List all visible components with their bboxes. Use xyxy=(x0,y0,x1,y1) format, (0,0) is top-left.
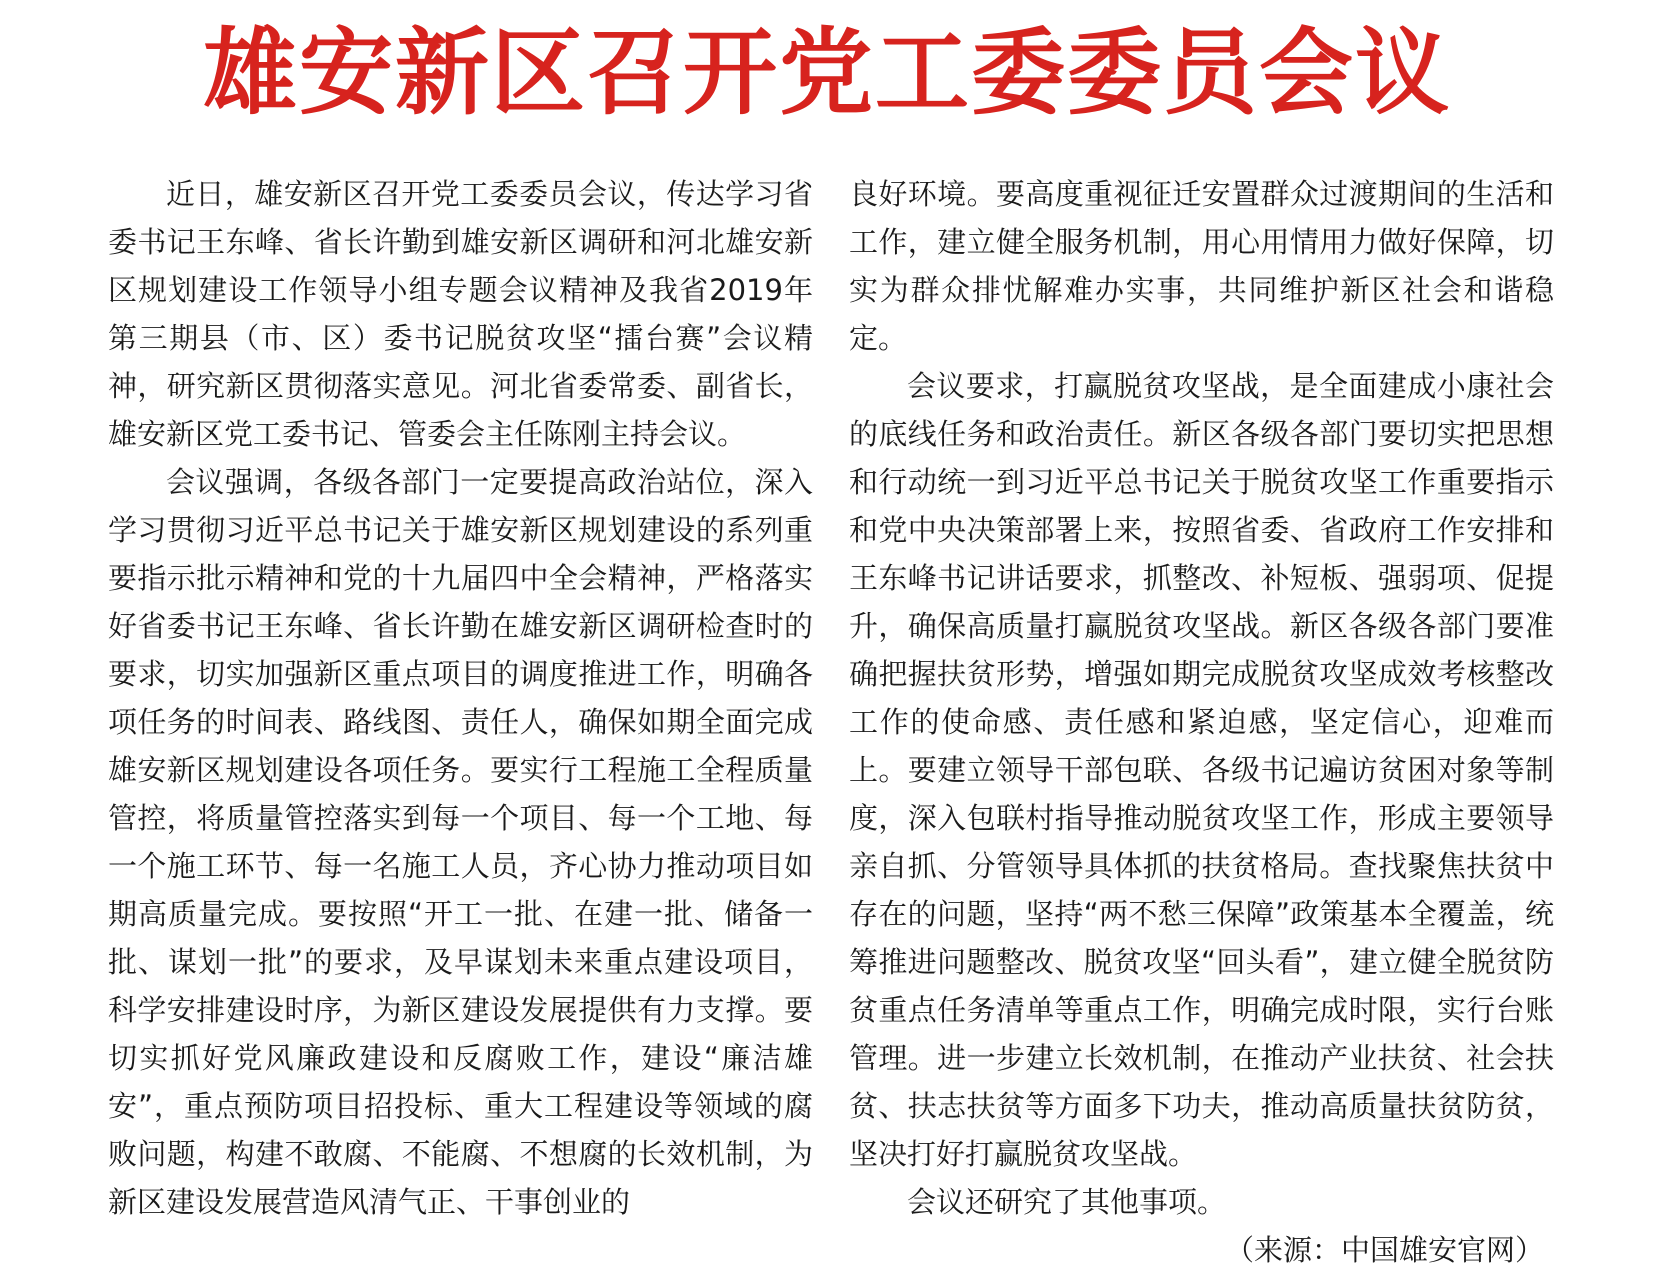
paragraph-poverty-alleviation: 会议要求，打赢脱贫攻坚战，是全面建成小康社会的底线任务和政治责任。新区各级各部门要切实把思想和行动统一到习近平总书记关于脱贫攻坚工作重要指示和党中央决策部署上来，按照省委、省政府工作安排和王东峰书记讲话要求，抓整改、补短板、强弱项、促提升，确保高质量打赢脱贫攻坚战。新区各级各部门要准确把握扶贫形势，增强如期完成脱贫攻坚成效考核整改工作的使命感、责任感和紧迫感，坚定信心，迎难而上。要建立领导干部包联、各级书记遍访贫困对象等制度，深入包联村指导推动脱贫攻坚工作，形成主要领导亲自抓、分管领导具体抓的扶贫格局。查找聚焦扶贫中存在的问题，坚持“两不愁三保障”政策基本全覆盖，统筹推进问题整改、脱贫攻坚“回头看”，建立健全脱贫防贫重点任务清单等重点工作，明确完成时限，实行台账管理。进一步建立长效机制，在推动产业扶贫、社会扶贫、扶志扶贫等方面多下功夫，推动高质量扶贫防贫，坚决打好打赢脱贫攻坚战。 xyxy=(849,369,1554,1171)
article-column-left xyxy=(108,170,813,1226)
paragraph-other-matters: 会议还研究了其他事项。 xyxy=(907,1185,1227,1219)
article-column-right xyxy=(849,170,1554,1274)
article-headline: 雄安新区召开党工委委员会议 xyxy=(202,18,1451,128)
paragraph-meeting-emphasis: 会议强调，各级各部门一定要提高政治站位，深入学习贯彻习近平总书记关于雄安新区规划建设的系列重要指示批示精神和党的十九届四中全会精神，严格落实好省委书记王东峰、省长许勤在雄安新区调研检查时的要求，切实加强新区重点项目的调度推进工作，明确各项任务的时间表、路线图、责任人，确保如期全面完成雄安新区规划建设各项任务。要实行工程施工全程质量管控，将质量管控落实到每一个项目、每一个工地、每一个施工环节、每一名施工人员，齐心协力推动项目如期高质量完成。要按照“开工一批、在建一批、储备一批、谋划一批”的要求，及早谋划未来重点建设项目，科学安排建设时序，为新区建设发展提供有力支撑。要切实抓好党风廉政建设和反腐败工作，建设“廉洁雄安”，重点预防项目招投标、重大工程建设等领域的腐败问题，构建不敢腐、不能腐、不想腐的长效机制，为新区建设发展营造风清气正、干事创业的 xyxy=(108,465,813,1219)
paragraph-intro: 近日，雄安新区召开党工委委员会议，传达学习省委书记王东峰、省长许勤到雄安新区调研和河北雄安新区规划建设工作领导小组专题会议精神及我省2019年第三期县（市、区）委书记脱贫攻坚“擂台赛”会议精神，研究新区贯彻落实意见。河北省委常委、副省长，雄安新区党工委书记、管委会主任陈刚主持会议。 xyxy=(108,177,813,451)
paragraph-meeting-emphasis-continued: 良好环境。要高度重视征迁安置群众过渡期间的生活和工作，建立健全服务机制，用心用情用力做好保障，切实为群众排忧解难办实事，共同维护新区社会和谐稳定。 xyxy=(849,177,1554,355)
article-source: （来源：中国雄安官网） xyxy=(1224,1233,1544,1267)
